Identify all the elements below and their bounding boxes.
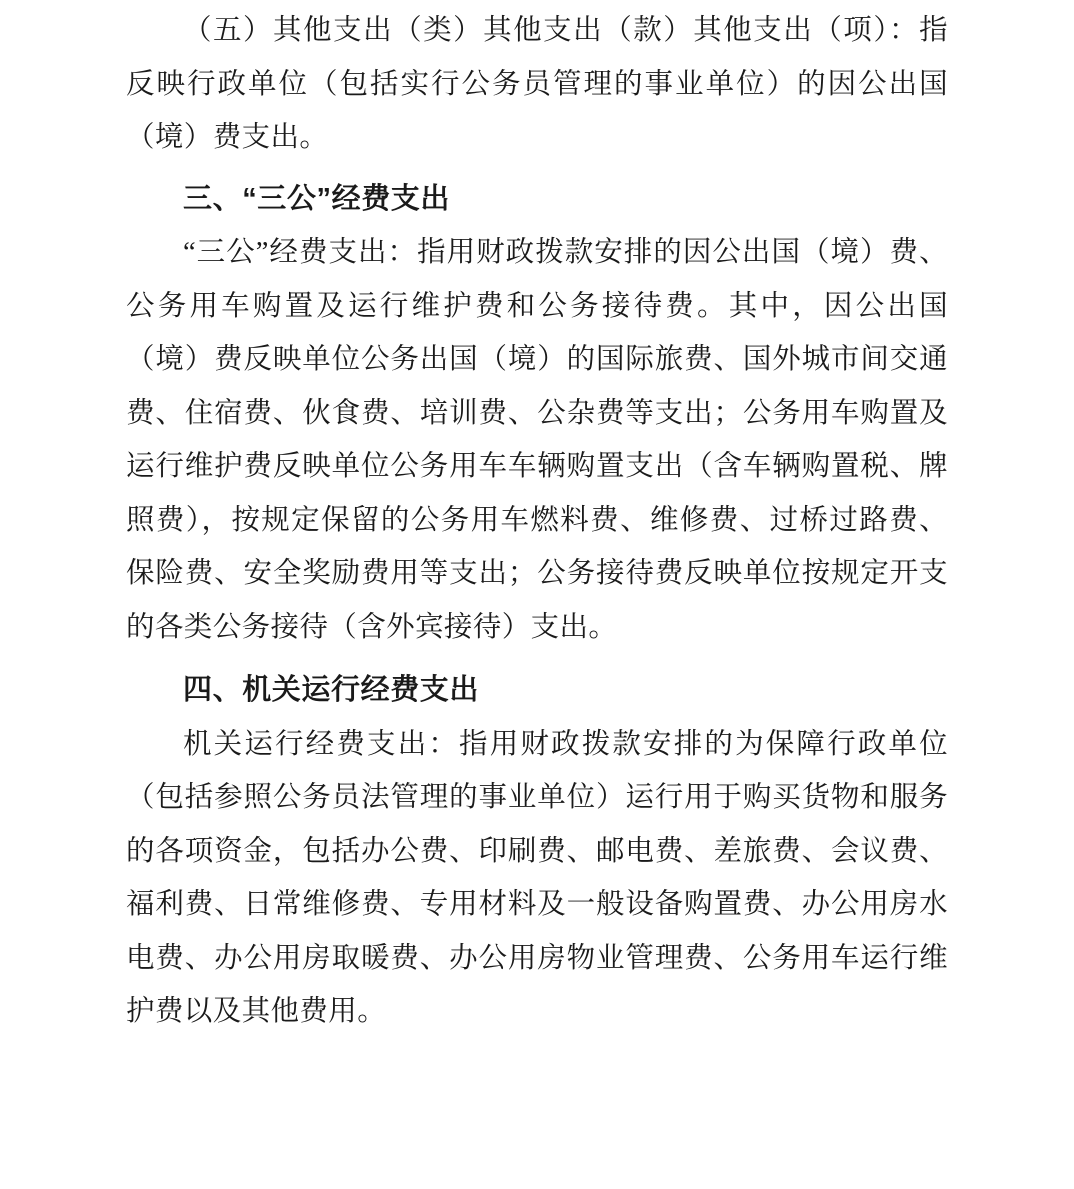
heading-section-four: 四、机关运行经费支出 <box>183 674 480 706</box>
block-spacer <box>126 165 948 173</box>
paragraph-section-four-body: 机关运行经费支出：指用财政拨款安排的为保障行政单位（包括参照公务员法管理的事业单位）运行用于购买货物和服务的各项资金，包括办公费、印刷费、邮电费、差旅费、会议费、福利费、日常维修费、专用材料及一般设备购置费、办公用房水电费、办公用房取暖费、办公用房物业管理费、公务用车运行维护费以及其他费用。 <box>126 728 948 1027</box>
document-body <box>126 0 948 1189</box>
block-spacer <box>126 654 948 664</box>
page-bottom-margin <box>126 1039 948 1189</box>
heading-section-three: 三、“三公”经费支出 <box>183 182 451 215</box>
paragraph-other-expenditure: （五）其他支出（类）其他支出（款）其他支出（项）：指反映行政单位（包括实行公务员管理的事业单位）的因公出国（境）费支出。 <box>126 15 948 153</box>
paragraph-section-three-body: “三公”经费支出：指用财政拨款安排的因公出国（境）费、公务用车购置及运行维护费和公务接待费。其中，因公出国（境）费反映单位公务出国（境）的国际旅费、国外城市间交通费、住宿费、伙食费、培训费、公杂费等支出；公务用车购置及运行维护费反映单位公务用车车辆购置支出（含车辆购置税、牌照费），按规定保留的公务用车燃料费、维修费、过桥过路费、保险费、安全奖励费用等支出；公务接待费反映单位按规定开支的各类公务接待（含外宾接待）支出。 <box>126 237 948 643</box>
